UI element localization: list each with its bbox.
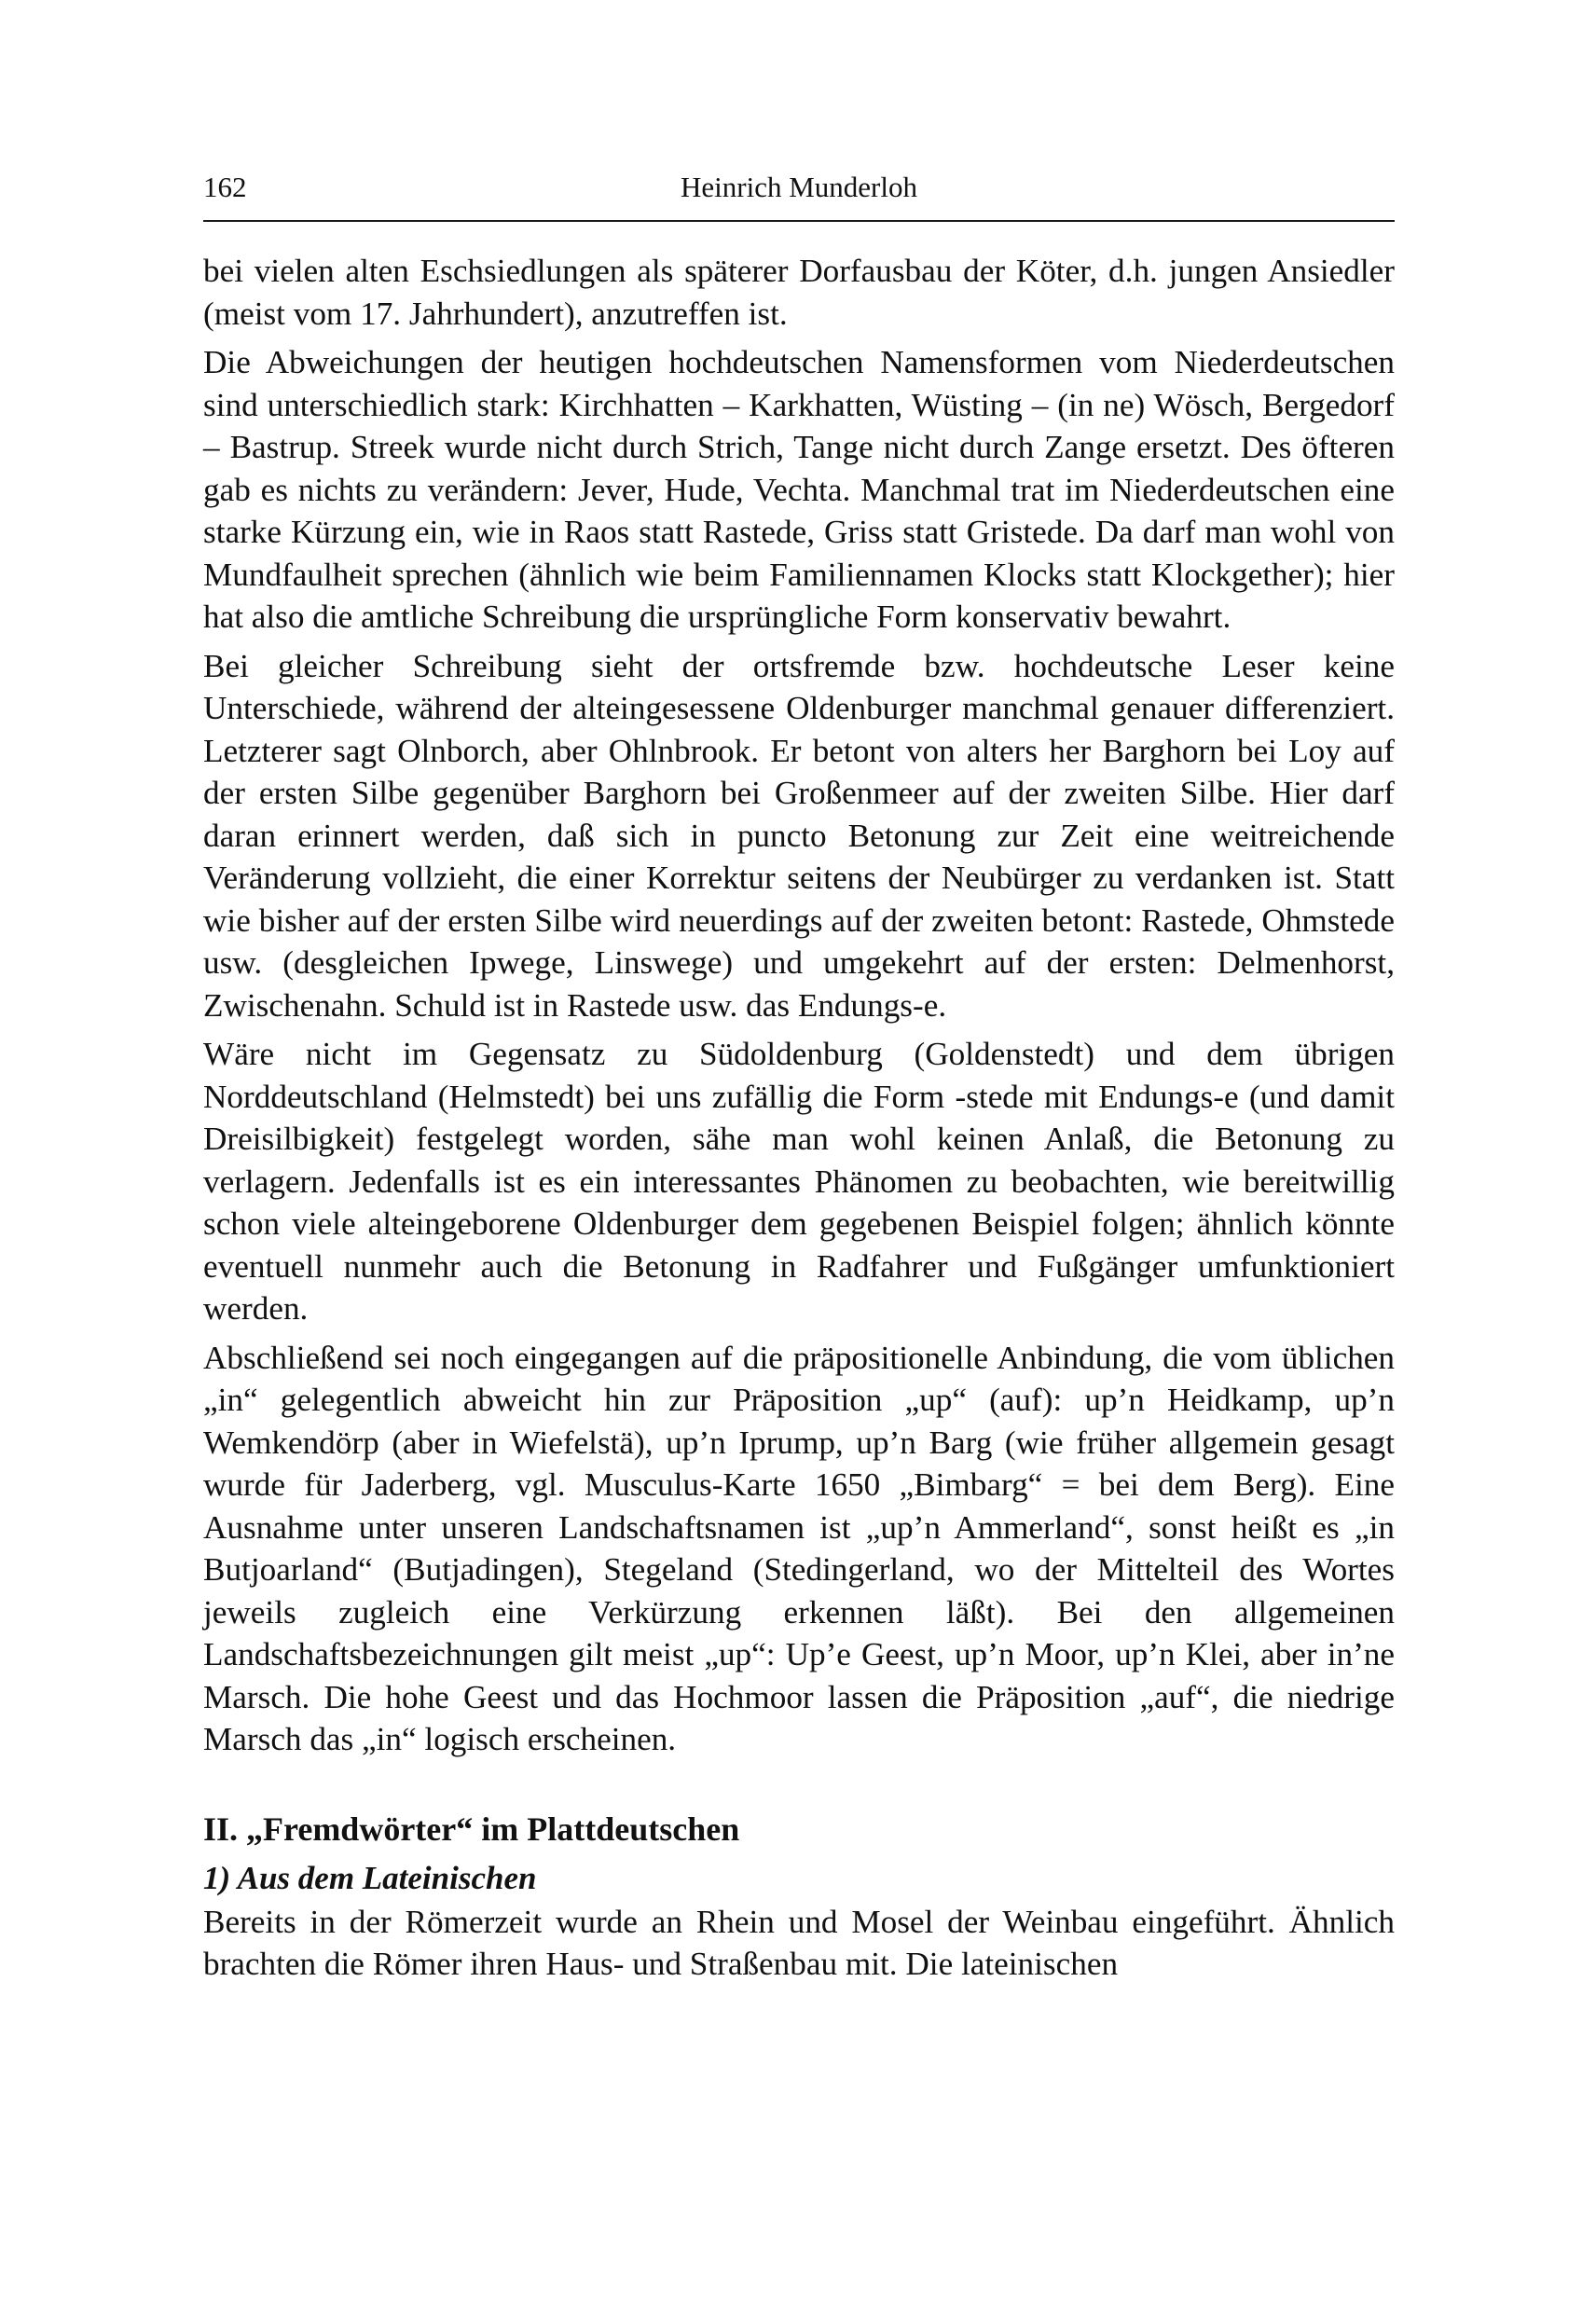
paragraph-2: Die Abweichungen der heutigen hochdeutschen Namensformen vom Niederdeutschen sind unterschiedlich stark: Kirchhatten – Karkhatten, Wüsting – (in ne) Wösch, Bergedorf – Bastrup. Streek wurde nicht durch Strich, Tange nicht durch Zange ersetzt. Des öfteren gab es nichts zu verändern: Jever, Hude, Vechta. Manchmal trat im Niederdeutschen eine starke Kürzung ein, wie in Raos statt Rastede, Griss statt Gristede. Da darf man wohl von Mundfaulheit sprechen (ähnlich wie beim Familiennamen Klocks statt Klockgether); hier hat also die amtliche Schreibung die ursprüngliche Form konservativ bewahrt. [203,344,1395,635]
body-text [203,250,1395,1986]
paragraph-4: Wäre nicht im Gegensatz zu Südoldenburg (Goldenstedt) und dem übrigen Norddeutschland (Helmstedt) bei uns zufällig die Form -stede mit Endungs-e (und damit Dreisilbigkeit) festgelegt worden, sähe man wohl keinen Anlaß, die Betonung zu verlagern. Jedenfalls ist es ein interessantes Phänomen zu beobachten, wie bereitwillig schon viele alteingeborene Oldenburger dem gegebenen Beispiel folgen; ähnlich könnte eventuell nunmehr auch die Betonung in Radfahrer und Fußgänger umfunktioniert werden. [203,1036,1395,1327]
paragraph-3: Bei gleicher Schreibung sieht der ortsfremde bzw. hochdeutsche Leser keine Unterschiede, während der alteingesessene Oldenburger manchmal genauer differenziert. Letzterer sagt Olnborch, aber Ohlnbrook. Er betont von alters her Barghorn bei Loy auf der ersten Silbe gegenüber Barghorn bei Großenmeer auf der zweiten Silbe. Hier darf daran erinnert werden, daß sich in puncto Betonung zur Zeit eine weitreichende Veränderung vollzieht, die einer Korrektur seitens der Neubürger zu verdanken ist. Statt wie bisher auf der ersten Silbe wird neuerdings auf der zweiten betont: Rastede, Ohmstede usw. (desgleichen Ipwege, Linswege) und umgekehrt auf der ersten: Delmenhorst, Zwischenahn. Schuld ist in Rastede usw. das Endungs-e. [203,647,1395,1024]
page-header [203,170,1395,207]
header-rule [203,220,1395,222]
paragraph-1: bei vielen alten Eschsiedlungen als späterer Dorfausbau der Köter, d.h. jungen Ansiedler (meist vom 17. Jahrhundert), anzutreffen ist. [203,253,1395,332]
paragraph-6: Bereits in der Römerzeit wurde an Rhein und Mosel der Weinbau eingeführt. Ähnlich brachten die Römer ihren Haus- und Straßenbau mit. Die lateinischen [203,1903,1395,1982]
paragraph-5: Abschließend sei noch eingegangen auf die präpositionelle Anbindung, die vom üblichen „in“ gelegentlich abweicht hin zur Präposition „up“ (auf): up’n Heidkamp, up’n Wemkendörp (aber in Wiefelstä), up’n Iprump, up’n Barg (wie früher allgemein gesagt wurde für Jaderberg, vgl. Musculus-Karte 1650 „Bimbarg“ = bei dem Berg). Eine Ausnahme unter unseren Landschaftsnamen ist „up’n Ammerland“, sonst heißt es „in Butjoarland“ (Butjadingen), Stegeland (Stedingerland, wo der Mittelteil des Wortes jeweils zugleich eine Verkürzung erkennen läßt). Bei den allgemeinen Landschaftsbezeichnungen gilt meist „up“: Up’e Geest, up’n Moor, up’n Klei, aber in’ne Marsch. Die hohe Geest und das Hochmoor lassen die Präposition „auf“, die niedrige Marsch das „in“ logisch erscheinen. [203,1339,1395,1757]
subsection-heading: 1) Aus dem Lateinischen [203,1859,537,1896]
running-head: Heinrich Munderloh [681,171,917,203]
page-number: 162 [203,171,247,203]
section-heading: II. „Fremdwörter“ im Plattdeutschen [203,1810,740,1848]
